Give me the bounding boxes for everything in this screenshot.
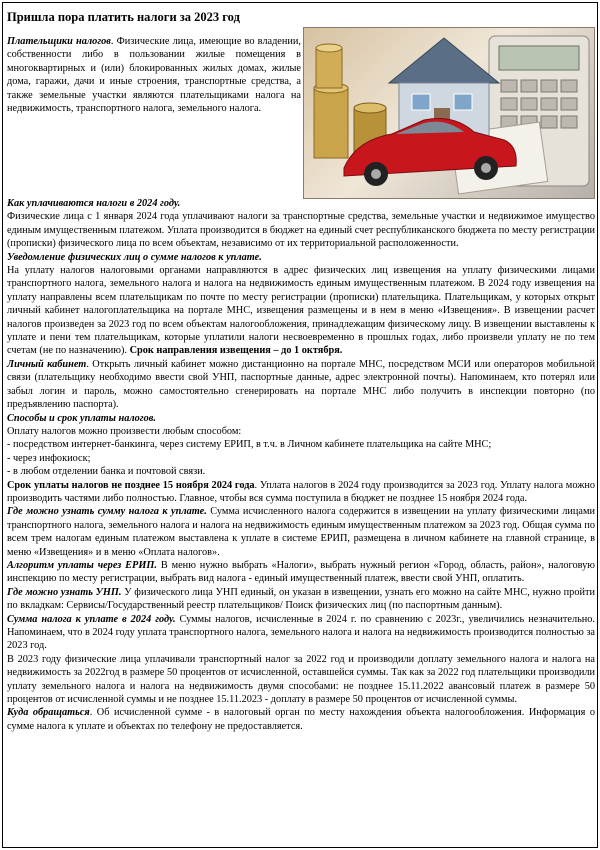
section-contact-text: . Об исчисленной сумме - в налоговый орган по месту нахождения объекта налогообложения. Информация о сумме налога к уплате и объектах по телефону не предоставляется. — [7, 707, 596, 732]
section-notification-heading: Уведомление физических лиц о сумме налогов к уплате. — [7, 251, 262, 263]
house-car-coins-illustration — [303, 27, 595, 199]
payment-methods-intro: Оплату налогов можно произвести любым способом: — [7, 425, 242, 437]
document-title: Пришла пора платить налоги за 2023 год — [7, 10, 240, 24]
section-notification — [7, 251, 595, 358]
section-unp-heading: Где можно узнать УНП. — [7, 586, 122, 598]
intro-heading: Плательщики налогов — [7, 36, 111, 47]
section-find-amount-heading: Где можно узнать сумму налога к уплате. — [7, 506, 207, 518]
section-notification-text: На уплату налогов налоговыми органами направляются в адрес физических лиц извещения на уплату физическими лицами транспортного налога, земельного налога и налога на недвижимость единым имущественным платежом. В 2024 году извещения на уплату направлены всем плательщикам по почте по месту регистрации (прописки) плательщика. Плательщикам, у которых открыт личный кабинет налогоплательщика на портале МНС, извещения размещены и в нем в меню «Извещения». В извещении расчет налогов произведен за 2023 год по всем объектам налогообложения, принадлежащим физическому лицу. В извещении выставлены к уплате и пени тем плательщикам, которые уплатили налоги несвоевременно в прошлых годах, либо произвели уплату не по тем счетам (не по назначению). — [7, 265, 595, 357]
section-erip-text: В меню нужно выбрать «Налоги», выбрать нужный регион «Город, область, район», налоговую инспекцию по месту регистрации, выбрать вид налога - единый имущественный платеж, ввести свой УНП, оплатить. — [7, 559, 595, 585]
section-erip — [7, 559, 595, 586]
intro-block — [7, 35, 595, 197]
section-2023-payments: В 2023 году физические лица уплачивали транспортный налог за 2022 год и производили доплату земельного налога и налога на недвижимость за 2022год в размере 50 процентов от исчисленной, оставшейся суммы. Так как за 2022 год плательщики производили уплату земельного налога и налога на недвижимость двумя способами: не позднее 15.11.2022 авансовый платеж в размере 50 процентов от исчисленной суммы и не позднее 15.11.2023 - доплату в размере 50 процентов от исчисленной суммы. — [7, 653, 595, 706]
payment-method-item: - в любом отделении банка и почтовой связи. — [7, 466, 206, 478]
section-personal-account-heading: Личный кабинет — [7, 358, 87, 370]
section-contact-heading: Куда обращаться — [7, 707, 90, 719]
section-how-paid-text: Физические лица с 1 января 2024 года уплачивают налоги за транспортные средства, земельные участки и недвижимое имущество единым имущественным платежом. Уплата производится в бюджет на единый счет республиканского бюджета по месту регистрации (прописки) физического лица по всем объектам, независимо от их территориальной расположенности. — [7, 211, 595, 250]
section-find-amount-text: Сумма исчисленного налога содержится в извещении на уплату физическими лицами транспортного налога, земельного налога и налога на недвижимость единым имущественным платежом за 2023 год. Общая сумма по всем трем налогам единым платежом выставлена к уплате в системе ЕРИП, размещена в личном кабинете на главной странице, в меню «Извещения» и в меню «Оплата налогов». — [7, 506, 595, 558]
section-contact — [7, 706, 595, 733]
section-personal-account-text: . Открыть личный кабинет можно дистанционно на портале МНС, посредством МСИ или операторов мобильной связи (плательщику необходимо ввести свой УНП, паспортные данные, адрес электронной почты). Напоминаем, кто потерял или забыл логин и пароль, можно самостоятельно сгенерировать на портале МНС либо получить в инспекции повторно (по предъявлению паспорта). — [7, 358, 595, 411]
section-personal-account — [7, 358, 595, 412]
section-unp-text: У физического лица УНП единый, он указан в извещении, узнать его можно на сайте МНС, нужно пройти по вкладкам: Сервисы/Государственный реестр плательщиков/ Поиск физических лиц (по паспортным данным). — [7, 586, 595, 612]
intro-text: . Физические лица, имеющие во владении, собственности либо в пользовании жилые помещения в многоквартирных и (или) блокированных жилых домах, жилые дома, гаражи, дачи и иные строения, транспортные средства, а также земельные участки являются плательщиками налога на недвижимость, транспортного налога, земельного налога. — [7, 36, 301, 115]
section-amount-2024 — [7, 613, 595, 653]
section-payment-methods-heading: Способы и срок уплаты налогов. — [7, 412, 156, 424]
section-payment-methods — [7, 412, 595, 479]
document-body — [7, 10, 595, 733]
section-deadline-text: . Уплата налогов в 2024 году производится за 2023 год. Уплату налога можно производить частями либо полностью. Главное, чтобы вся сумма поступила в бюджет не позднее 15 ноября 2024 года. — [7, 479, 595, 504]
intro-paragraph — [7, 35, 301, 115]
section-how-paid-heading: Как уплачиваются налоги в 2024 году. — [7, 198, 181, 209]
illustration-svg — [304, 28, 594, 198]
section-deadline — [7, 479, 595, 506]
section-amount-2024-heading: Сумма налога к уплате в 2024 году. — [7, 613, 176, 625]
payment-method-item: - через инфокиоск; — [7, 452, 91, 464]
payment-method-item: - посредством интернет-банкинга, через систему ЕРИП, в т.ч. в Личном кабинете плательщика на сайте МНС; — [7, 439, 492, 451]
section-unp — [7, 586, 595, 613]
section-how-paid — [7, 197, 595, 251]
section-amount-2024-text: Суммы налогов, исчисленные в 2024 г. по сравнению с 2023г., увеличились незначительно. Напоминаем, что в 2024 году уплата транспортного налога, земельного налога и налога на недвижимость производится полностью за 2023 год. — [7, 613, 596, 652]
section-erip-heading: Алгоритм уплаты через ЕРИП. — [7, 559, 157, 571]
payment-deadline: Срок уплаты налогов не позднее 15 ноября 2024 года — [7, 479, 255, 491]
notification-deadline: Срок направления извещения – до 1 октября. — [129, 345, 343, 357]
section-find-amount — [7, 505, 595, 559]
